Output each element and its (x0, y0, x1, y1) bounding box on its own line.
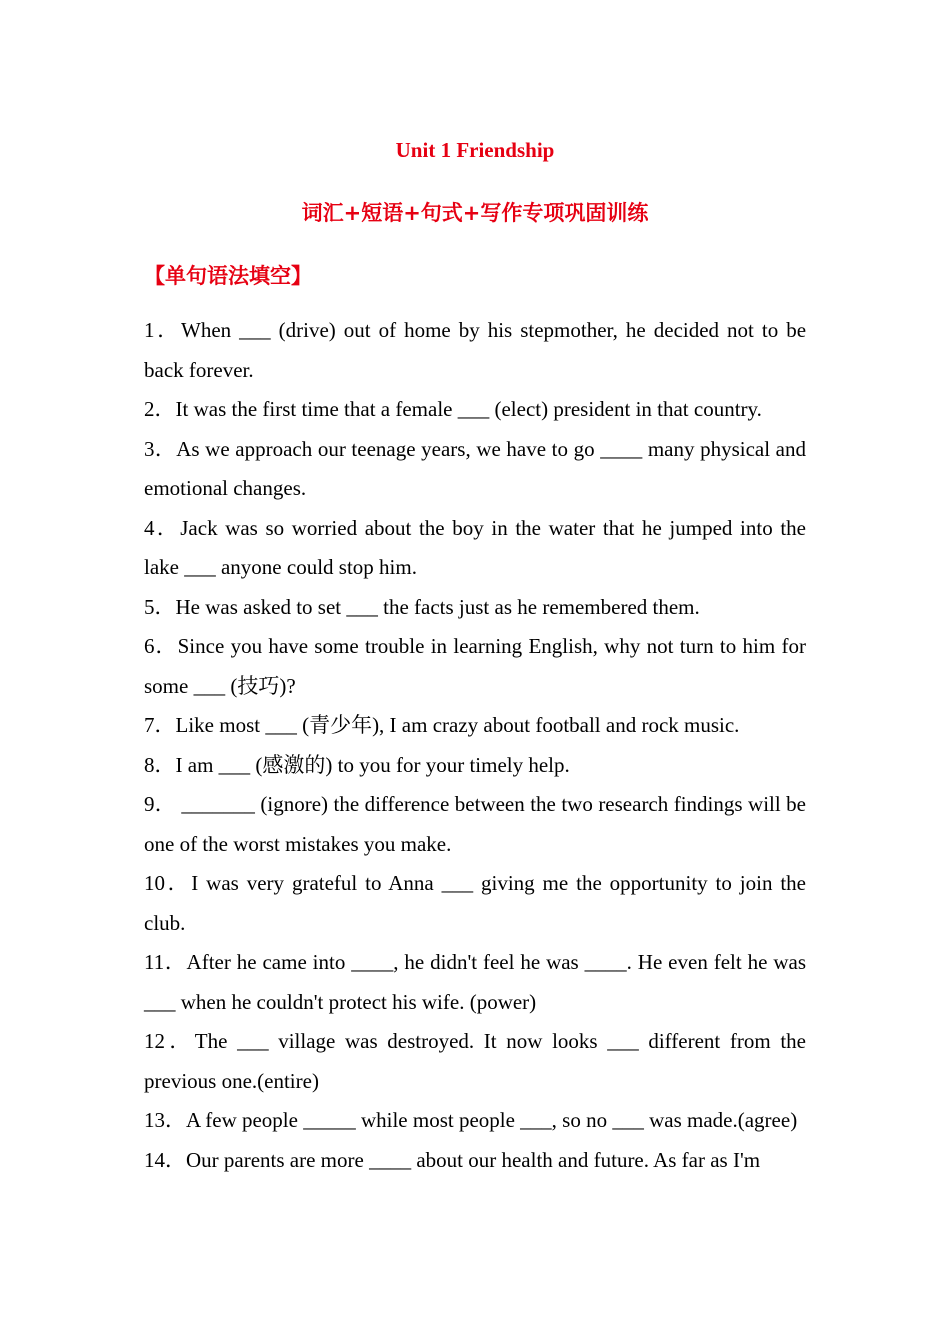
question-item (144, 943, 806, 1022)
question-item (144, 1141, 806, 1181)
question-text: _______ (ignore) the difference between the two research findings will be one of the worst mistakes you make. (144, 792, 806, 856)
question-number: 14． (144, 1147, 186, 1172)
question-text: When ___ (drive) out of home by his stepmother, he decided not to be back forever. (144, 318, 807, 382)
document-title: Unit 1 Friendship (395, 138, 555, 162)
section-heading: 【单句语法填空】 (144, 264, 312, 288)
question-text: It was the first time that a female ___ (elect) president in that country. (175, 397, 762, 421)
question-number: 1． (144, 318, 181, 342)
question-number: 5． (144, 594, 176, 619)
question-text: I am ___ (感激的) to you for your timely help. (175, 752, 570, 777)
question-number: 3． (144, 436, 177, 461)
question-item (144, 706, 806, 746)
question-text: After he came into ____, he didn't feel he was ____. He even felt he was ___ when he couldn't protect his wife. (power) (144, 950, 806, 1014)
question-item (144, 390, 806, 430)
question-item (144, 430, 806, 509)
question-number: 2． (144, 397, 176, 421)
question-item (144, 1022, 806, 1101)
question-item (144, 864, 806, 943)
document-subtitle: 词汇+短语+句式+写作专项巩固训练 (301, 201, 649, 225)
question-text: Our parents are more ____ about our health and future. As far as I'm (186, 1147, 761, 1172)
question-list (144, 311, 806, 1180)
question-text: Jack was so worried about the boy in the water that he jumped into the lake ___ anyone could stop him. (144, 515, 806, 579)
question-number: 7． (144, 713, 176, 737)
question-item (144, 1101, 806, 1141)
question-text: A few people _____ while most people ___, so no ___ was made.(agree) (186, 1108, 798, 1132)
question-item (144, 311, 806, 390)
question-number: 9． (144, 792, 176, 816)
question-text: I was very grateful to Anna ___ giving me the opportunity to join the club. (144, 871, 807, 935)
question-number: 13． (144, 1108, 186, 1132)
question-item (144, 627, 806, 706)
question-text: Like most ___ (青少年), I am crazy about football and rock music. (175, 713, 740, 737)
question-number: 11． (144, 950, 187, 974)
question-number: 6． (144, 634, 178, 658)
question-text: As we approach our teenage years, we have to go ____ many physical and emotional changes. (144, 436, 806, 500)
question-item (144, 509, 806, 588)
question-text: Since you have some trouble in learning English, why not turn to him for some ___ (技巧)? (144, 634, 807, 698)
question-item (144, 746, 806, 786)
question-item (144, 785, 806, 864)
question-number: 8． (144, 752, 176, 777)
question-text: The ___ village was destroyed. It now looks ___ different from the previous one.(entire) (144, 1029, 807, 1093)
question-number: 4． (144, 515, 181, 540)
question-number: 10． (144, 871, 192, 895)
question-text: He was asked to set ___ the facts just as he remembered them. (175, 594, 700, 619)
question-item (144, 588, 806, 628)
question-number: 12． (144, 1029, 195, 1053)
